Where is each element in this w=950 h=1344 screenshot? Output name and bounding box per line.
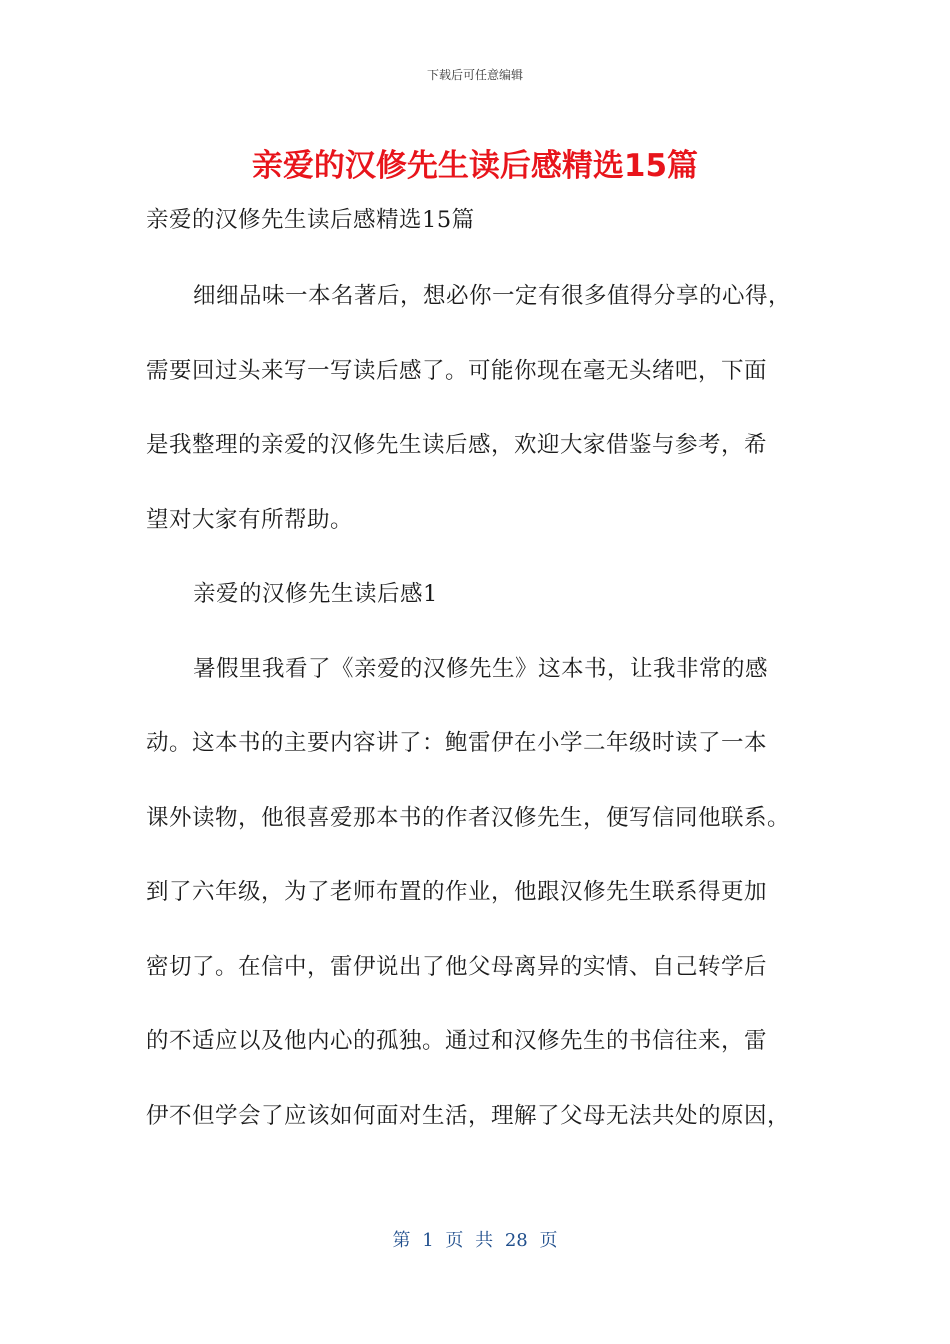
document-subtitle: 亲爱的汉修先生读后感精选15篇 xyxy=(146,207,475,233)
page-header-note: 下载后可任意编辑 xyxy=(426,68,523,82)
page-footer-page-number: 第 1 页 共 28 页 xyxy=(392,1230,558,1251)
section-heading: 亲爱的汉修先生读后感1 xyxy=(193,581,438,607)
paragraph-line: 暑假里我看了《亲爱的汉修先生》这本书，让我非常的感 xyxy=(193,655,769,682)
paragraph-line: 伊不但学会了应该如何面对生活，理解了父母无法共处的原因， xyxy=(146,1102,791,1129)
paragraph-line: 动。这本书的主要内容讲了：鲍雷伊在小学二年级时读了一本 xyxy=(146,730,768,756)
paragraph-line: 到了六年级，为了老师布置的作业，他跟汉修先生联系得更加 xyxy=(146,879,768,905)
paragraph-line: 密切了。在信中，雷伊说出了他父母离异的实情、自己转学后 xyxy=(146,953,768,980)
document-title: 亲爱的汉修先生读后感精选15篇 xyxy=(251,148,699,184)
paragraph-line: 是我整理的亲爱的汉修先生读后感，欢迎大家借鉴与参考，希 xyxy=(146,432,768,458)
paragraph-line: 细细品味一本名著后，想必你一定有很多值得分享的心得， xyxy=(193,283,792,309)
paragraph-line: 的不适应以及他内心的孤独。通过和汉修先生的书信往来，雷 xyxy=(146,1028,768,1054)
paragraph-line: 需要回过头来写一写读后感了。可能你现在毫无头绪吧，下面 xyxy=(146,357,768,384)
document-body xyxy=(146,191,806,1161)
paragraph-line: 课外读物，他很喜爱那本书的作者汉修先生，便写信同他联系。 xyxy=(146,804,791,831)
paragraph-line: 望对大家有所帮助。 xyxy=(146,506,354,533)
